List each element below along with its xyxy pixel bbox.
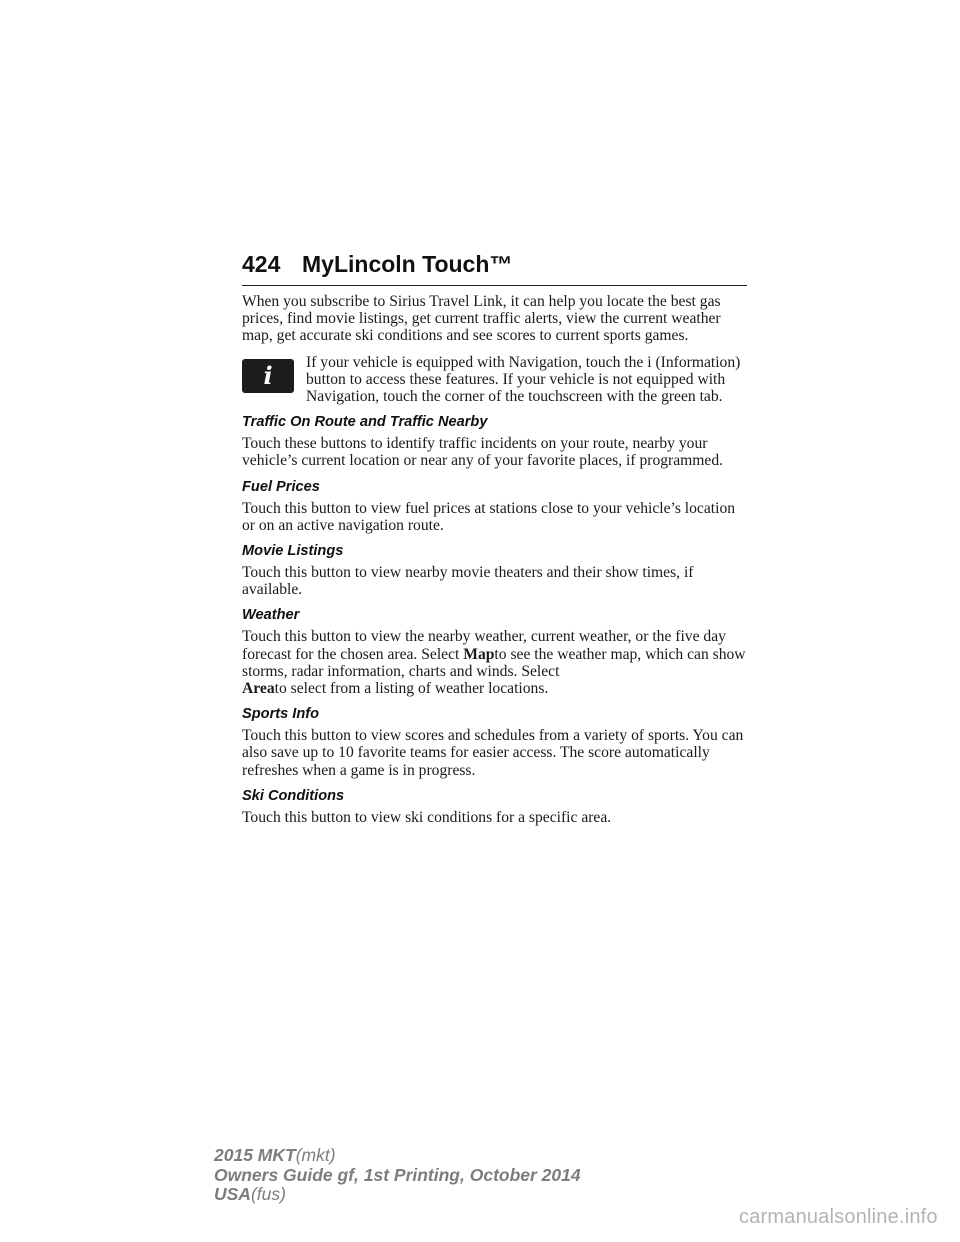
section-body-fuel: Touch this button to view fuel prices at stations close to your vehicle’s location or on an active navigation route. (242, 499, 736, 534)
section-heading-traffic: Traffic On Route and Traffic Nearby (242, 414, 488, 431)
information-icon-glyph: i (263, 360, 273, 390)
info-note-text: If your vehicle is equipped with Navigation, touch the i (Information) button to access these features. If your vehicle is not equipped with Navigation, touch the corner of the touchscreen with the green tab. (306, 353, 741, 406)
watermark: carmanualsonline.info (739, 1206, 938, 1228)
intro-paragraph: When you subscribe to Sirius Travel Link, it can help you locate the best gas prices, find movie listings, get current traffic alerts, view the current weather map, get accurate ski conditions and see scores to current sports games. (242, 293, 721, 345)
section-body-weather (242, 628, 750, 697)
information-icon (242, 359, 294, 393)
footer-line-guide: Owners Guide gf, 1st Printing, October 2014 (214, 1164, 581, 1185)
footer-line-model (214, 1146, 581, 1166)
section-body-ski: Touch this button to view ski conditions for a specific area. (242, 808, 612, 826)
weather-map-term: Map (463, 645, 495, 663)
section-heading-ski: Ski Conditions (242, 787, 345, 804)
section-heading-weather: Weather (242, 607, 300, 624)
print-footer (214, 1146, 581, 1205)
weather-text-1: Touch this button to view the nearby weather, current weather, or the five day forecast for the chosen area. Select (242, 628, 726, 663)
section-heading-fuel: Fuel Prices (242, 478, 320, 495)
footer-model: 2015 MKT (214, 1145, 296, 1165)
footer-line-region (214, 1185, 581, 1205)
section-heading-sports: Sports Info (242, 706, 320, 723)
chapter-title: MyLincoln Touch™ (302, 251, 513, 277)
page-content (242, 293, 750, 826)
page-number: 424 (242, 251, 281, 277)
section-body-movies: Touch this button to view nearby movie theaters and their show times, if available. (242, 564, 694, 599)
footer-model-code: (mkt) (295, 1145, 336, 1165)
weather-text-3: to select from a listing of weather locations. (274, 680, 549, 698)
section-heading-movies: Movie Listings (242, 543, 344, 560)
weather-text-2: to see the weather map, which can show storms, radar information, charts and winds. Select (242, 645, 746, 680)
footer-region-code: (fus) (250, 1184, 286, 1204)
footer-region: USA (214, 1184, 251, 1204)
info-note (242, 354, 750, 406)
section-body-traffic: Touch these buttons to identify traffic incidents on your route, nearby your vehicle’s current location or near any of your favorite places, if programmed. (242, 435, 724, 470)
weather-area-term: Area (242, 680, 275, 698)
page-header (242, 251, 747, 286)
section-body-sports: Touch this button to view scores and schedules from a variety of sports. You can also save up to 10 favorite teams for easier access. The score automatically refreshes when a game is in progress. (242, 727, 744, 779)
